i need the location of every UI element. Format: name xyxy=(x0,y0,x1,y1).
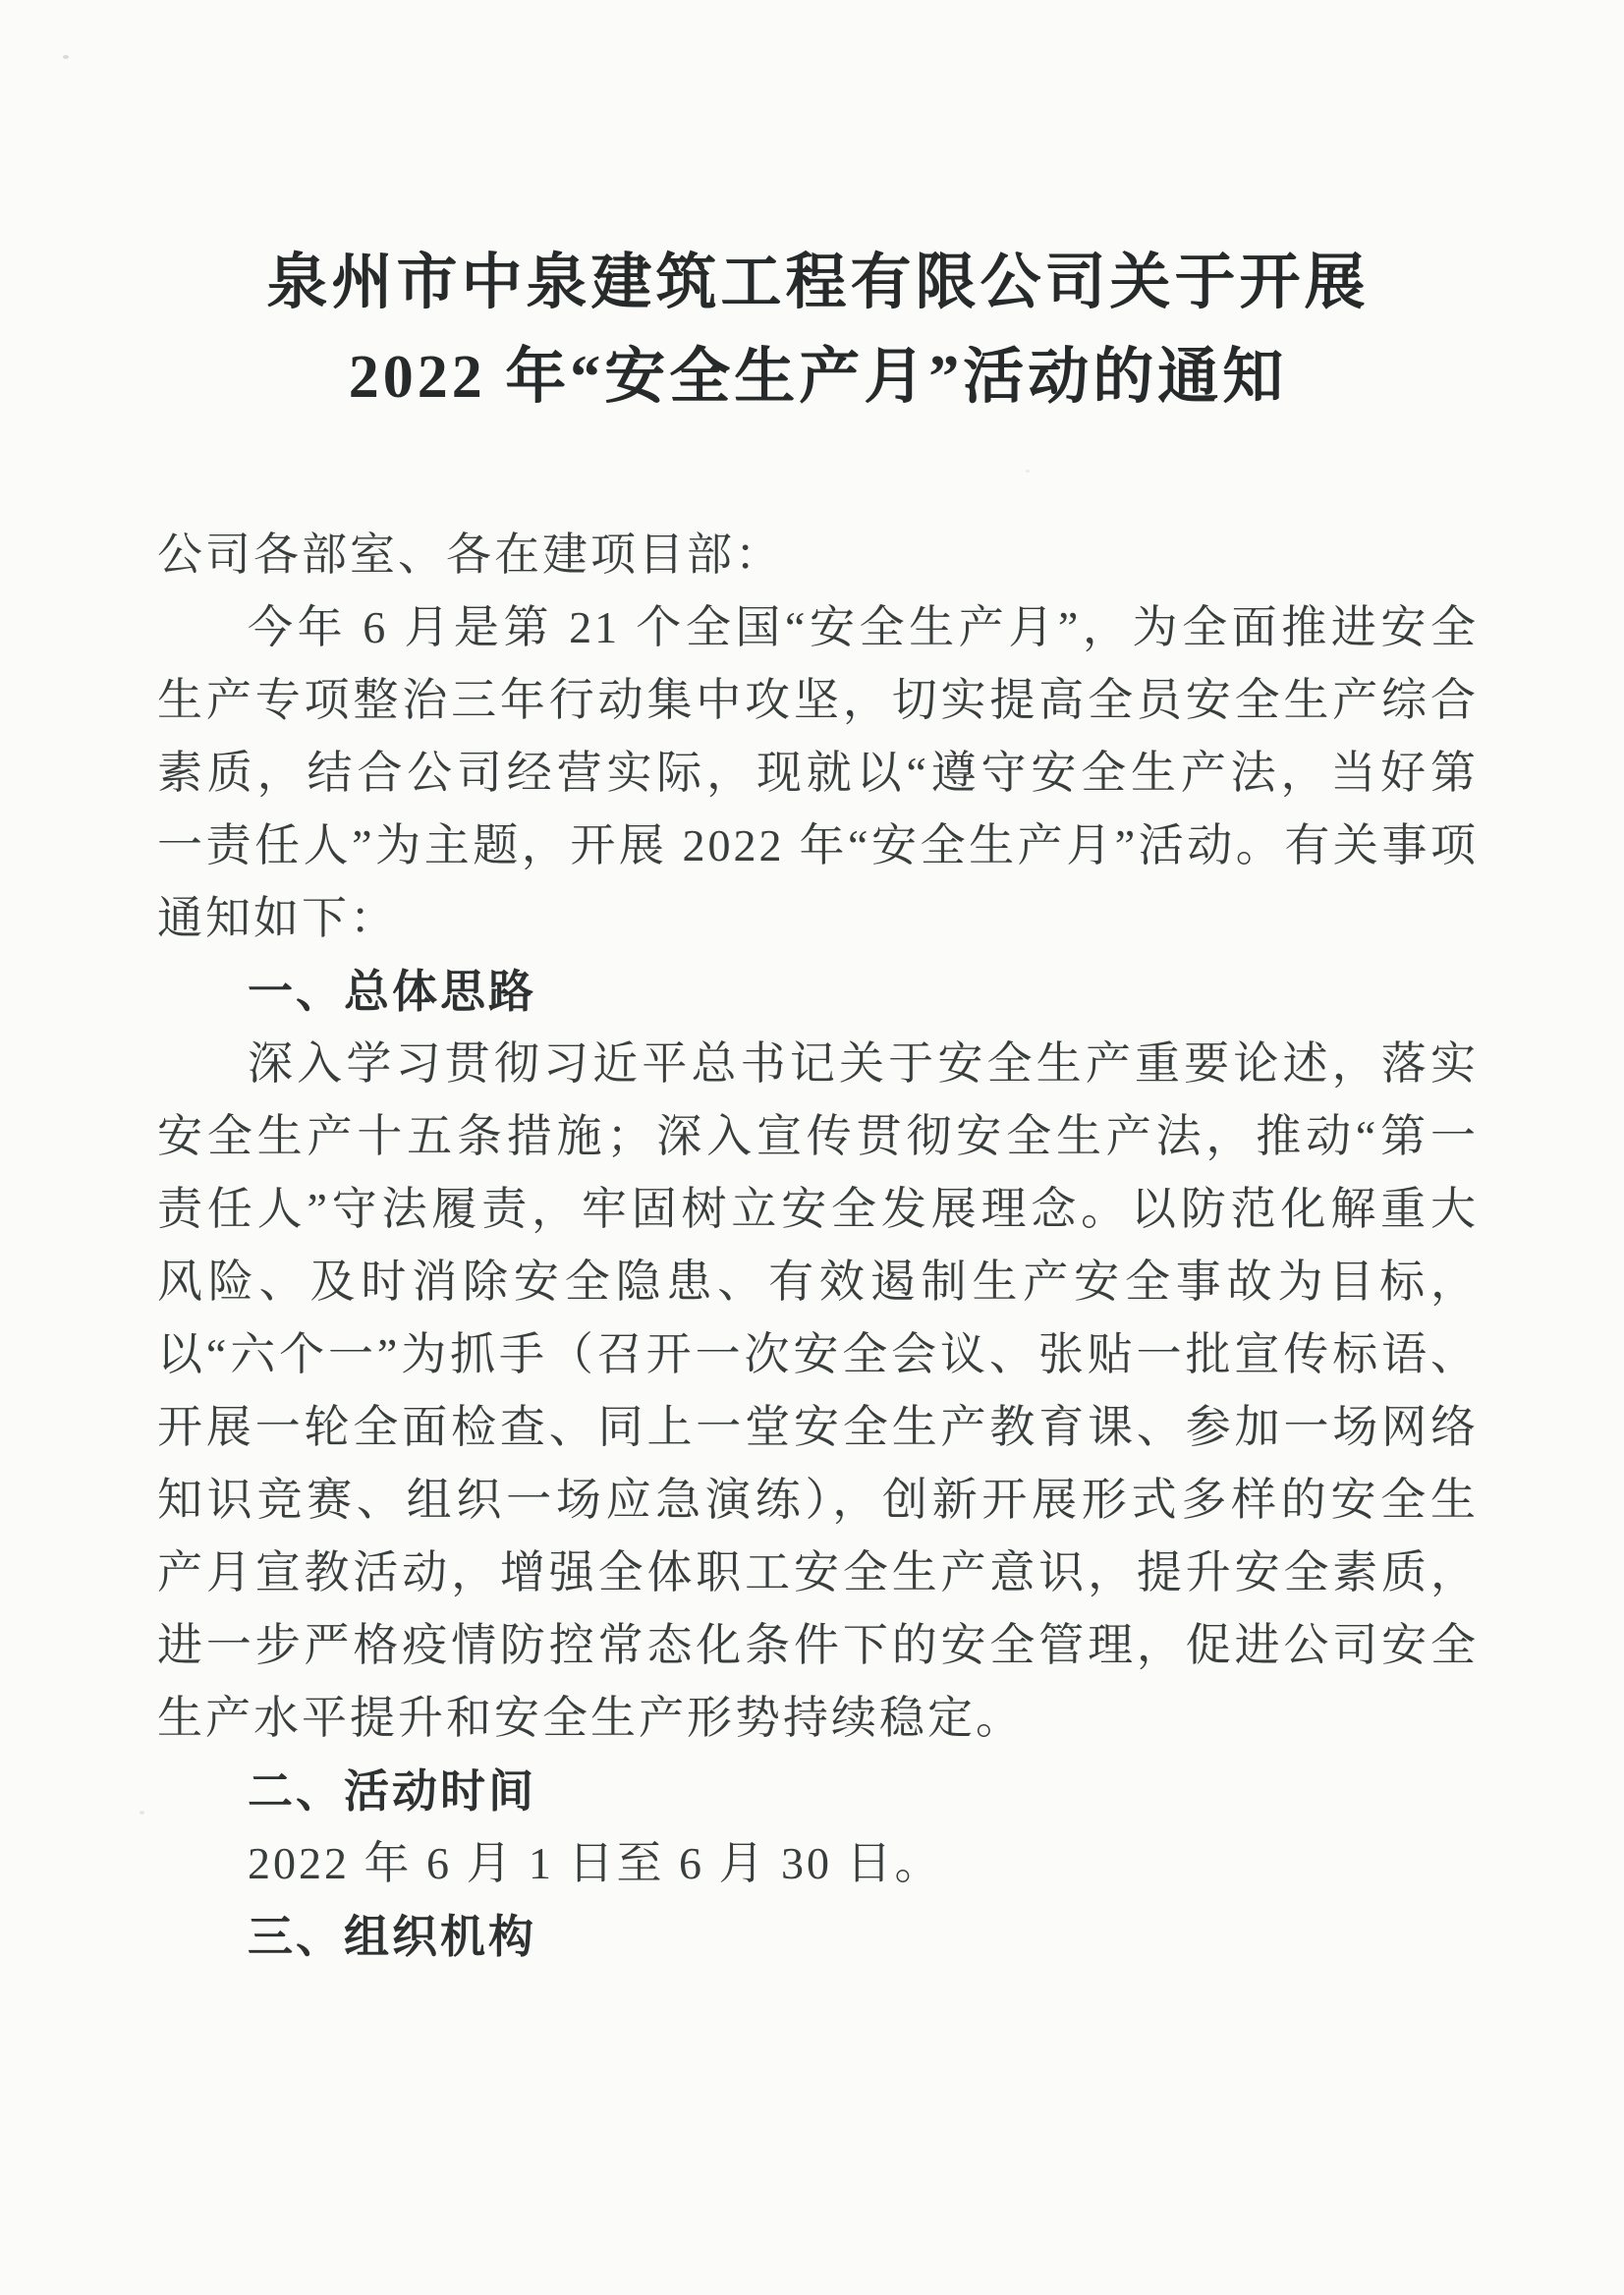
salutation-line: 公司各部室、各在建项目部： xyxy=(157,530,783,580)
section-heading: 一、总体思路 xyxy=(248,966,536,1017)
scan-speck xyxy=(63,55,69,59)
document-title xyxy=(157,236,1479,424)
document-body xyxy=(157,519,1479,1973)
section-heading: 三、组织机构 xyxy=(248,1911,536,1962)
body-paragraph: 深入学习贯彻习近平总书记关于安全生产重要论述，落实安全生产十五条措施；深入宣传贯彻安全生产法，推动“第一责任人”守法履责，牢固树立安全发展理念。以防范化解重大风险、及时消除安全隐患、有效遏制生产安全事故为目标，以“六个一”为抓手（召开一次安全会议、张贴一批宣传标语、开展一轮全面检查、同上一堂安全生产教育课、参加一场网络知识竞赛、组织一场应急演练），创新开展形式多样的安全生产月宣教活动，增强全体职工安全生产意识，提升安全素质，进一步严格疫情防控常态化条件下的安全管理，促进公司安全生产水平提升和安全生产形势持续稳定。 xyxy=(157,1038,1479,1743)
body-paragraph: 2022 年 6 月 1 日至 6 月 30 日。 xyxy=(248,1838,943,1888)
title-line-2: 2022 年“安全生产月”活动的通知 xyxy=(348,344,1288,411)
section-heading: 二、活动时间 xyxy=(248,1765,536,1817)
scan-speck xyxy=(140,1811,144,1815)
document-content xyxy=(157,236,1479,1973)
title-line-1: 泉州市中泉建筑工程有限公司关于开展 xyxy=(266,250,1370,316)
body-paragraph: 今年 6 月是第 21 个全国“安全生产月”，为全面推进安全生产专项整治三年行动集中攻坚，切实提高全员安全生产综合素质，结合公司经营实际，现就以“遵守安全生产法，当好第一责任人”为主题，开展 2022 年“安全生产月”活动。有关事项通知如下： xyxy=(157,602,1479,943)
